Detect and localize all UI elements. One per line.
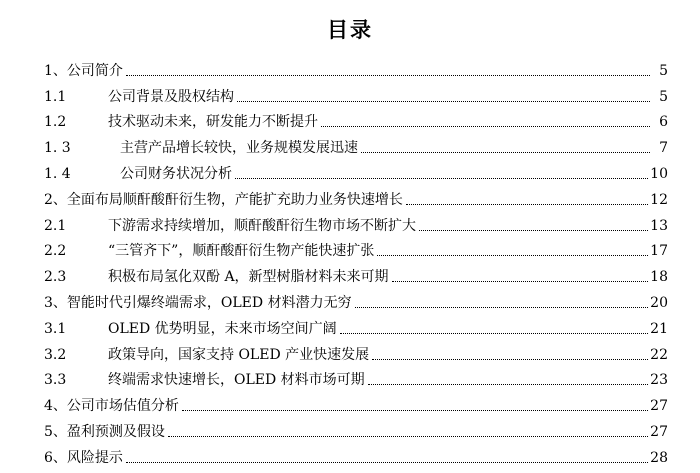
toc-entry-number: 2.2 [44, 243, 67, 260]
toc-entry-page: 27 [650, 398, 668, 415]
toc-entry-page: 28 [650, 449, 668, 466]
toc-entry-3-1[interactable] [0, 316, 700, 342]
toc-entry-text: 3、智能时代引爆终端需求，OLED 材料潜力无穷 [44, 294, 352, 311]
dot-leader [392, 281, 649, 282]
toc-entry-page: 12 [650, 191, 668, 208]
toc-entry-2-2[interactable] [0, 239, 700, 265]
toc-entry-1-2[interactable] [0, 110, 700, 136]
dot-leader [355, 307, 649, 308]
toc-entry-text: 政策导向，国家支持 OLED 产业快速发展 [108, 346, 370, 363]
toc-entry-text: 6、风险提示 [44, 449, 123, 466]
toc-entry-1-1[interactable] [0, 84, 700, 110]
dot-leader [368, 384, 649, 385]
toc-entry-page: 17 [650, 243, 668, 260]
toc-entry-text: 下游需求持续增加，顺酐酸酐衍生物市场不断扩大 [108, 217, 416, 234]
page-title: 目录 [327, 17, 373, 42]
dot-leader [321, 126, 650, 127]
toc-entry-page: 27 [650, 423, 668, 440]
dot-leader [126, 75, 650, 76]
toc-entry-number: 2.3 [44, 269, 67, 286]
toc-entry-5[interactable] [0, 419, 700, 445]
dot-leader [182, 410, 648, 411]
toc-entry-page: 5 [659, 88, 668, 105]
toc-entry-text: 技术驱动未来，研发能力不断提升 [108, 114, 318, 131]
toc-entry-3-3[interactable] [0, 368, 700, 394]
dot-leader [406, 204, 648, 205]
toc-entry-text: 5、盈利预测及假设 [44, 423, 165, 440]
dot-leader [377, 255, 648, 256]
toc-entry-text: “三管齐下”，顺酐酸酐衍生物产能快速扩张 [108, 243, 375, 260]
toc-entry-2[interactable] [0, 187, 700, 213]
toc-entry-page: 22 [650, 346, 668, 363]
toc-entry-text: 主营产品增长较快，业务规模发展迅速 [120, 140, 358, 157]
toc-entry-number: 1. 4 [44, 165, 71, 182]
dot-leader [235, 178, 648, 179]
toc-entry-number: 1.2 [44, 114, 67, 131]
toc-entry-page: 23 [650, 372, 668, 389]
table-of-contents [0, 58, 700, 471]
toc-entry-1[interactable] [0, 58, 700, 84]
toc-entry-number: 2.1 [44, 217, 67, 234]
toc-entry-number: 1. 3 [44, 140, 71, 157]
toc-entry-text: 公司背景及股权结构 [108, 88, 234, 105]
toc-entry-number: 3.1 [44, 320, 67, 337]
toc-entry-number: 3.3 [44, 372, 67, 389]
toc-entry-page: 13 [650, 217, 668, 234]
dot-leader [361, 152, 650, 153]
dot-leader [126, 462, 648, 463]
toc-entry-2-3[interactable] [0, 264, 700, 290]
toc-entry-text: 4、公司市场估值分析 [44, 398, 179, 415]
dot-leader [419, 230, 648, 231]
toc-entry-3[interactable] [0, 290, 700, 316]
dot-leader [237, 101, 650, 102]
toc-entry-page: 10 [650, 165, 668, 182]
toc-entry-number: 3.2 [44, 346, 67, 363]
dot-leader [168, 436, 648, 437]
toc-entry-1-3[interactable] [0, 135, 700, 161]
toc-entry-number: 1.1 [44, 88, 67, 105]
toc-entry-2-1[interactable] [0, 213, 700, 239]
toc-entry-page: 6 [659, 114, 668, 131]
toc-entry-page: 7 [659, 140, 668, 157]
toc-entry-text: 1、公司简介 [44, 62, 123, 79]
toc-entry-text: 2、全面布局顺酐酸酐衍生物，产能扩充助力业务快速增长 [44, 191, 403, 208]
toc-entry-page: 5 [659, 62, 668, 79]
toc-entry-text: 终端需求快速增长，OLED 材料市场可期 [108, 372, 365, 389]
toc-entry-page: 18 [650, 269, 668, 286]
toc-entry-text: 积极布局氢化双酚 A，新型树脂材料未来可期 [108, 269, 389, 286]
toc-entry-text: OLED 优势明显，未来市场空间广阔 [108, 320, 337, 337]
toc-entry-3-2[interactable] [0, 342, 700, 368]
toc-entry-text: 公司财务状况分析 [120, 165, 232, 182]
toc-entry-4[interactable] [0, 393, 700, 419]
dot-leader [372, 359, 648, 360]
toc-entry-1-4[interactable] [0, 161, 700, 187]
toc-entry-page: 21 [650, 320, 668, 337]
dot-leader [340, 333, 649, 334]
toc-entry-6[interactable] [0, 445, 700, 471]
toc-entry-page: 20 [650, 294, 668, 311]
